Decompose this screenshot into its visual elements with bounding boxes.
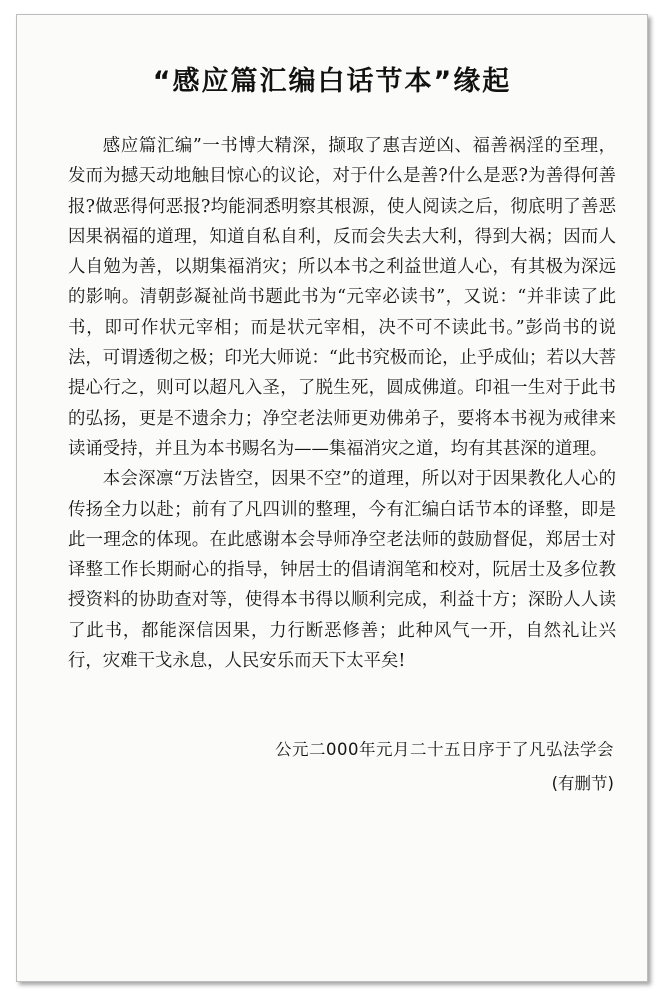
paragraph-2: 本会深凛“万法皆空，因果不空”的道理，所以对于因果教化人心的传扬全力以赴；前有了凡四训的整理，今有汇编白话节本的译整，即是此一理念的体现。在此感谢本会导师净空老法师的鼓励督促，郑居士对译整工作长期耐心的指导，钟居士的倡请润笔和校对，阮居士及多位教授资料的协助查对等，使得本书得以顺利完成，利益十方；深盼人人读了此书，都能深信因果，力行断恶修善；此种风气一开，自然礼让兴行，灾难干戈永息，人民安乐而天下太平矣! (68, 469, 616, 672)
abridged-note: (有删节) (551, 774, 614, 793)
paragraph-1: 感应篇汇编”一书博大精深，撷取了惠吉逆凶、福善祸淫的至理，发而为撼天动地触目惊心的议论，对于什么是善?什么是恶?为善得何善报?做恶得何恶报?均能洞悉明察其根源，使人阅读之后，彻底明了善恶因果祸福的道理，知道自私自利，反而会失去大利，得到大祸；因而人人自勉为善，以期集福消灾；所以本书之利益世道人心，有其极为深远的影响。清朝彭凝祉尚书题此书为“元宰必读书”，又说：“并非读了此书，即可作状元宰相；而是状元宰相，决不可不读此书。”彭尚书的说法，可谓透彻之极；印光大师说：“此书究极而论，止乎成仙；若以大菩提心行之，则可以超凡入圣，了脱生死，圆成佛道。印祖一生对于此书的弘扬，更是不遗余力；净空老法师更劝佛弟子，要将本书视为戒律来读诵受持，并且为本书赐名为——集福消灾之道，均有其甚深的道理。 (68, 136, 617, 459)
document-page (16, 14, 648, 982)
document-body (68, 131, 616, 676)
document-title: “感应篇汇编白话节本”缘起 (152, 66, 512, 97)
signature-line: 公元二000年元月二十五日序于了凡弘法学会 (275, 740, 614, 759)
